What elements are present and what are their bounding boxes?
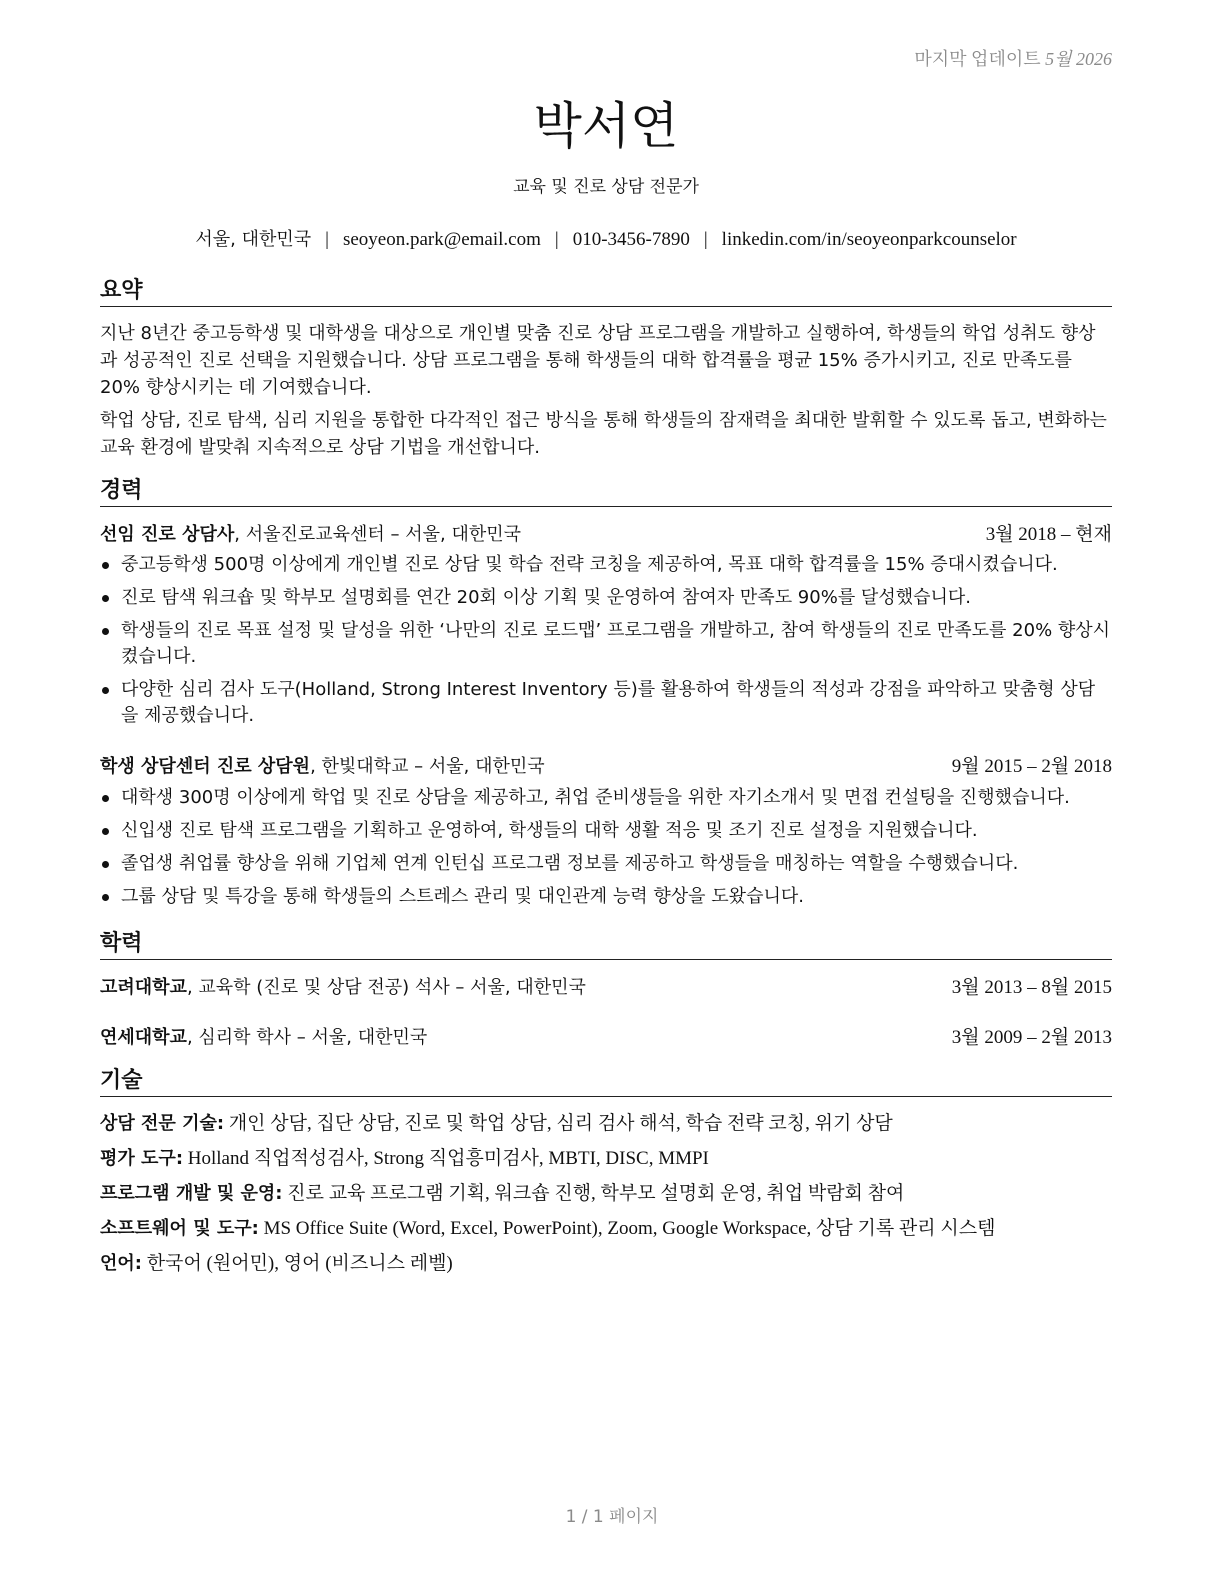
- job-bullet: [100, 818, 1112, 844]
- job-bullet: [100, 585, 1112, 611]
- skill-label: 평가 도구:: [100, 1148, 184, 1169]
- job-bullet: [100, 677, 1112, 729]
- bullet-text: 신입생 진로 탐색 프로그램을 기획하고 운영하여, 학생들의 대학 생활 적응 및 조기 진로 설정을 지원했습니다.: [121, 820, 978, 841]
- education-school: 연세대학교: [100, 1027, 187, 1048]
- job-role: 선임 진로 상담사: [100, 524, 235, 545]
- education-detail: , 심리학 학사 – 서울, 대한민국: [186, 1027, 428, 1048]
- bullet-text: 중고등학생 500명 이상에게 개인별 진로 상담 및 학습 전략 코칭을 제공하여, 목표 대학 합격률을 15% 증대시켰습니다.: [121, 554, 1058, 575]
- section-title-skills: 기술: [100, 1068, 1112, 1097]
- bullet-text: 다양한 심리 검사 도구(Holland, Strong Interest Inventory 등)를 활용하여 학생들의 적성과 강점을 파악하고 맞춤형 상담을 제공했습니다.: [121, 679, 1096, 726]
- last-updated: [914, 45, 1112, 71]
- education-dates: 3월 2013 – 8월 2015: [951, 977, 1112, 998]
- last-updated-label: 마지막 업데이트: [914, 49, 1041, 69]
- skill-line: [100, 1111, 1112, 1137]
- job-header: [100, 754, 1112, 780]
- contact-location: 서울, 대한민국: [195, 229, 312, 250]
- skill-value: 한국어 (원어민), 영어 (비즈니스 레벨): [141, 1253, 453, 1274]
- job-bullets: [100, 785, 1112, 917]
- bullet-text: 대학생 300명 이상에게 학업 및 진로 상담을 제공하고, 취업 준비생들을 위한 자기소개서 및 면접 컨설팅을 진행했습니다.: [121, 787, 1070, 808]
- contact-separator: |: [325, 229, 329, 250]
- summary-paragraph-2: 학업 상담, 진로 탐색, 심리 지원을 통합한 다각적인 접근 방식을 통해 학생들의 잠재력을 최대한 발휘할 수 있도록 돕고, 변화하는 교육 환경에 발맞춰 지속적으로 상담 기법을 개선합니다.: [100, 410, 1107, 458]
- bullet-icon: [102, 687, 109, 694]
- job-dates: 9월 2015 – 2월 2018: [951, 756, 1112, 777]
- skill-label: 상담 전문 기술:: [100, 1113, 225, 1134]
- skill-label: 언어:: [100, 1253, 142, 1274]
- job-org: , 서울진로교육센터 – 서울, 대한민국: [234, 524, 522, 545]
- bullet-icon: [102, 795, 109, 802]
- bullet-icon: [102, 861, 109, 868]
- candidate-name: 박서연: [533, 97, 679, 155]
- job-bullet: [100, 785, 1112, 811]
- skill-label: 프로그램 개발 및 운영:: [100, 1183, 283, 1204]
- last-updated-date: 5월 2026: [1045, 49, 1112, 69]
- education-item: [100, 1025, 1112, 1051]
- skill-line: [100, 1181, 1112, 1207]
- contact-email[interactable]: seoyeon.park@email.com: [342, 229, 541, 250]
- resume-page: [100, 0, 1112, 1584]
- job-bullet: [100, 552, 1112, 578]
- job-bullet: [100, 851, 1112, 877]
- education-dates: 3월 2009 – 2월 2013: [951, 1027, 1112, 1048]
- contact-separator: |: [703, 229, 708, 250]
- job-bullets: [100, 552, 1112, 736]
- summary-paragraph-1: 지난 8년간 중고등학생 및 대학생을 대상으로 개인별 맞춤 진로 상담 프로그램을 개발하고 실행하여, 학생들의 학업 성취도 향상과 성공적인 진로 선택을 지원했습니다. 상담 프로그램을 통해 학생들의 대학 합격률을 평균 15% 증가시키고, 진로 만족도를 20% 향상시키는 데 기여했습니다.: [100, 323, 1096, 398]
- bullet-text: 졸업생 취업률 향상을 위해 기업체 연계 인턴십 프로그램 정보를 제공하고 학생들을 매칭하는 역할을 수행했습니다.: [121, 853, 1019, 874]
- bullet-icon: [102, 595, 109, 602]
- section-title-education: 학력: [100, 931, 1112, 960]
- section-title-experience: 경력: [100, 478, 1112, 507]
- education-item: [100, 975, 1112, 1001]
- contact-linkedin[interactable]: linkedin.com/in/seoyeonparkcounselor: [721, 229, 1017, 250]
- job-bullet: [100, 618, 1112, 670]
- education-school: 고려대학교: [100, 977, 187, 998]
- job-bullet: [100, 884, 1112, 910]
- bullet-icon: [102, 628, 109, 635]
- bullet-icon: [102, 828, 109, 835]
- section-title-summary: 요약: [100, 278, 1112, 307]
- contact-phone: 010-3456-7890: [572, 229, 690, 250]
- bullet-icon: [102, 894, 109, 901]
- skill-value: 개인 상담, 집단 상담, 진로 및 학업 상담, 심리 검사 해석, 학습 전략 코칭, 위기 상담: [224, 1113, 893, 1134]
- job-role: 학생 상담센터 진로 상담원: [100, 756, 311, 777]
- contact-line: [100, 225, 1112, 251]
- bullet-text: 진로 탐색 워크숍 및 학부모 설명회를 연간 20회 이상 기획 및 운영하여 참여자 만족도 90%를 달성했습니다.: [121, 587, 971, 608]
- job-org: , 한빛대학교 – 서울, 대한민국: [310, 756, 545, 777]
- skill-line: [100, 1216, 1112, 1242]
- skill-value: 진로 교육 프로그램 기획, 워크숍 진행, 학부모 설명회 운영, 취업 박람회 참여: [282, 1183, 905, 1204]
- bullet-text: 그룹 상담 및 특강을 통해 학생들의 스트레스 관리 및 대인관계 능력 향상을 도왔습니다.: [121, 886, 804, 907]
- skill-value: MS Office Suite (Word, Excel, PowerPoint), Zoom, Google Workspace, 상담 기록 관리 시스템: [258, 1218, 996, 1239]
- job-dates: 3월 2018 – 현재: [985, 524, 1112, 545]
- contact-separator: |: [554, 229, 559, 250]
- page-indicator: 1 / 1 페이지: [565, 1507, 659, 1527]
- bullet-text: 학생들의 진로 목표 설정 및 달성을 위한 ‘나만의 진로 로드맵’ 프로그램을 개발하고, 참여 학생들의 진로 만족도를 20% 향상시켰습니다.: [121, 620, 1111, 667]
- skill-line: [100, 1146, 1112, 1172]
- skill-value: Holland 직업적성검사, Strong 직업흥미검사, MBTI, DISC, MMPI: [183, 1148, 709, 1169]
- education-detail: , 교육학 (진로 및 상담 전공) 석사 – 서울, 대한민국: [186, 977, 586, 998]
- bullet-icon: [102, 562, 109, 569]
- candidate-headline: 교육 및 진로 상담 전문가: [513, 177, 699, 197]
- skill-label: 소프트웨어 및 도구:: [100, 1218, 259, 1239]
- job-header: [100, 522, 1112, 548]
- skill-line: [100, 1251, 1112, 1277]
